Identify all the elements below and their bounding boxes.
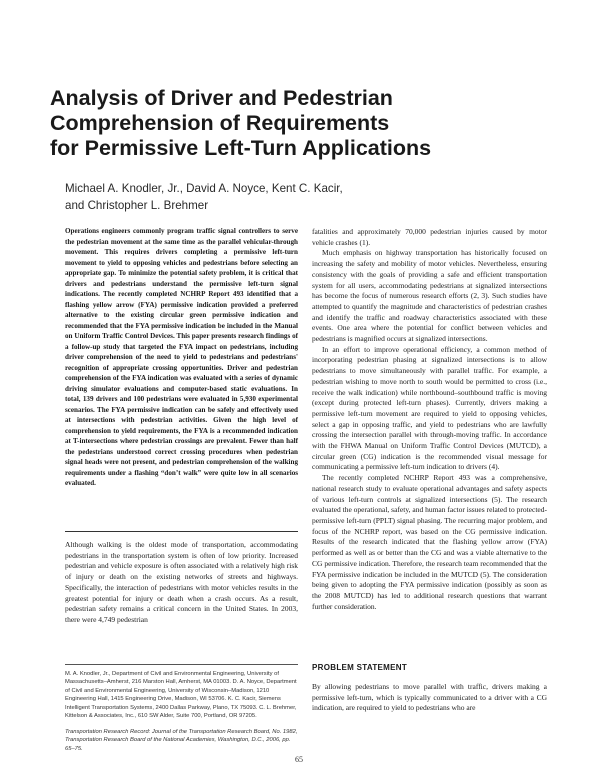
intro-paragraph: Although walking is the oldest mode of transportation, accommodating pedestrians in the transportation system is often of low priority. Increased pedestrian and vehicle exposure is often associated with a relatively high risk of injury or death on the existing networks of streets and highways. Specifically, the interaction of pedestrians with motor vehicles results in the greatest potential for injury or death when a crash occurs. As a result, pedestrian safety remains a critical concern in the United States. In 2003, there were 4,749 pedestrian <box>65 540 298 624</box>
journal-citation: Transportation Research Record: Journal of the Transportation Research Board, No. 1982, Transportation Research Board of the National Academies, Washington, D.C., 2006, pp. 65–75. <box>65 729 298 752</box>
abstract: Operations engineers commonly program traffic signal controllers to serve the pedestrian movement at the same time as the parallel vehicular-through movement. This requires drivers completing a permissive left-turn movement to yield to opposing vehicles and pedestrians before selecting an appropriate gap. To minimize the potential safety problem, it is critical that drivers and pedestrians understand the permissive left-turn signal indications. The recently completed NCHRP Report 493 identified that a flashing yellow arrow (FYA) permissive indication provided a preferred alternative to the existing circular green permissive indication and recommended that the FYA permissive indication be included in the Manual on Uniform Traffic Control Devices. This paper presents research findings of a follow-up study that targeted the FYA impact on pedestrians, including driver comprehension of the need to yield to pedestrians and pedestrians' recognition of appropriate crossing opportunities. Driver and pedestrian comprehension of the FYA indication was evaluated with a series of dynamic driving simulator evaluations and computer-based static evaluations. In total, 139 drivers and 100 pedestrians were evaluated in 5,930 experimental scenarios. The FYA permissive indication can be safely and effectively used at intersections with pedestrian activities. Given the high level of comprehension to yield requirements, the FYA is a recommended indication at T-intersections where pedestrian crossings are prevalent. Fewer than half the pedestrians understood correct crossing procedures when pedestrian signal heads were not present, and pedestrian comprehension of the walking requirements under a flashing “don’t walk” were quite low in all scenarios evaluated. <box>65 227 298 487</box>
page-number: 65 <box>295 755 303 764</box>
title-line: Analysis of Driver and Pedestrian <box>50 86 393 110</box>
body-paragraph: In an effort to improve operational efficiency, a common method of incorporating pedestrian phasing at signalized intersections is to allow pedestrians to move simultaneously with parallel traffic. For example, a pedestrian wishing to move north to south would be permitted to cross (i.e., receive the walk indication) while northbound–southbound traffic is moving (except during protected left-turn phases). Currently, drivers making a permissive left-turn movement are required to yield to opposing vehicles, select a gap in opposing traffic, and yield to pedestrians who are lawfully crossing the intersection parallel with through-moving traffic. In accordance with the FHWA Manual on Uniform Traffic Control Devices (MUTCD), a circular green (CG) indication is the recommended visual message for communicating a permissive left-turn indication to drivers (4). <box>312 344 547 472</box>
body-paragraph: Much emphasis on highway transportation has historically focused on increasing the safety and mobility of motor vehicles. Nevertheless, ensuring consistency with the goals of providing a safe and efficient transportation system for all users, accommodating pedestrians at signalized intersections has become the focus of numerous research efforts (2, 3). Such studies have attempted to quantify the magnitude and characteristics of pedestrian crashes and identify the traffic and roadway characteristics associated with these events. One area where the potential for conflict between vehicles and pedestrians is magnified occurs at signalized intersections. <box>312 248 547 344</box>
body-paragraph: The recently completed NCHRP Report 493 was a comprehensive, national research study to evaluate operational advantages and safety aspects of various left-turn controls at signalized intersections (5). The research evaluated the operational, safety, and human factor issues related to protected-permissive left-turn (PPLT) signal phasing. The recurring major problem, and focus of the NCHRP report, was based on the CG permissive indication. Results of the research indicated that the flashing yellow arrow (FYA) performed as well as or better than the CG and was a viable alternative to the CG permissive indication. Therefore, the research team recommended that the FYA permissive indication be included in the MUTCD (5). The consideration being given to adopting the FYA permissive indication (possibly as soon as the 2008 MUTCD) has led to additional research questions that warrant further consideration. <box>312 473 547 611</box>
title-line: Comprehension of Requirements <box>50 111 390 135</box>
footnote-divider <box>65 664 298 665</box>
body-paragraph: fatalities and approximately 70,000 pedestrian injuries caused by motor vehicle crashes (1). <box>312 227 547 247</box>
author-list <box>65 180 465 214</box>
problem-statement-paragraph: By allowing pedestrians to move parallel with traffic, drivers making a permissive left-turn, which is typically communicated to a driver with a CG indication, are required to yield to pedestrians who are <box>312 682 547 713</box>
right-column-body <box>312 227 547 612</box>
author-affiliations: M. A. Knodler, Jr., Department of Civil and Environmental Engineering, University of Massachusetts–Amherst, 216 Marston Hall, Amherst, MA 01003. D. A. Noyce, Department of Civil and Environmental Engineering, University of Wisconsin–Madison, 1210 Engineering Hall, 1415 Engineering Drive, Madison, WI 53706. K. C. Kacir, Siemens Intelligent Transportation Systems, 2400 Dallas Parkway, Plano, TX 75093. C. L. Brehmer, Kittelson & Associates, Inc., 610 SW Alder, Suite 700, Portland, OR 97205. <box>65 671 297 720</box>
author-line: and Christopher L. Brehmer <box>65 199 209 212</box>
author-line: Michael A. Knodler, Jr., David A. Noyce, Kent C. Kacir, <box>65 182 343 195</box>
abstract-divider <box>65 531 298 532</box>
paper-title <box>50 86 570 161</box>
section-heading: PROBLEM STATEMENT <box>312 663 408 672</box>
title-line: for Permissive Left-Turn Applications <box>50 136 432 160</box>
